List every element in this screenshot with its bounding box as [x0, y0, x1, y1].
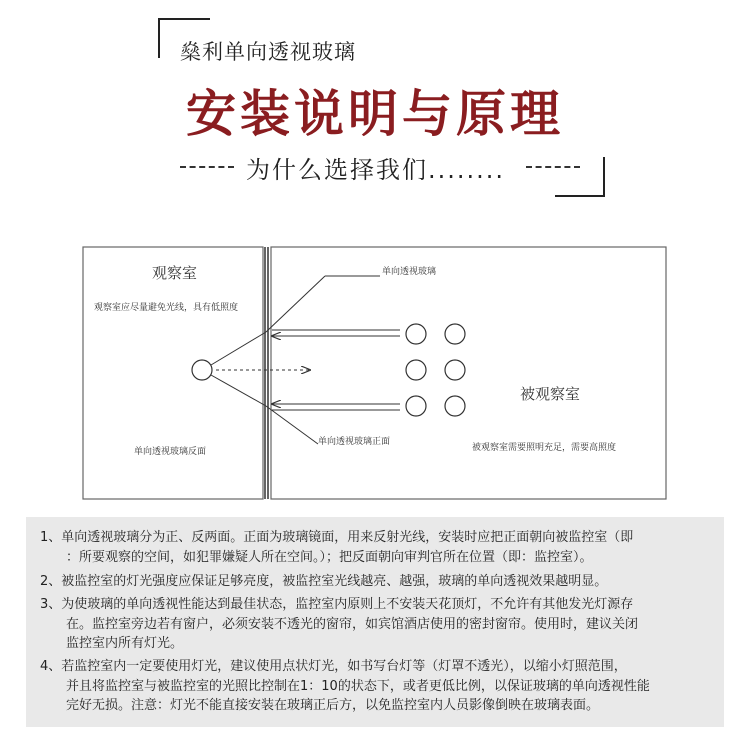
light-5: [406, 396, 426, 416]
note-2-line-1: 被监控室的灯光强度应保证足够亮度，被监控室光线越亮、越强，玻璃的单向透视效果越明显。: [61, 574, 608, 589]
light-6: [445, 396, 465, 416]
dash-left: [180, 166, 234, 168]
eye-circle: [192, 360, 212, 380]
note-4-num: 4、: [40, 659, 62, 674]
page-title: 安装说明与原理: [186, 85, 564, 143]
observe-room-box: [83, 247, 263, 499]
view-line-top: [211, 332, 266, 365]
why-choose-us: 为什么选择我们........: [246, 156, 506, 184]
notes-panel: [26, 517, 724, 727]
dash-right: [526, 166, 580, 168]
glass-front-label: 单向透视玻璃正面: [318, 437, 391, 447]
note-1-line-2: ：所要观察的空间，如犯罪嫌疑人所在空间。）；把反面朝向审判官所在位置（即：监控室）。: [66, 549, 593, 565]
observe-room-label: 观察室: [152, 264, 198, 282]
light-2: [445, 324, 465, 344]
observe-room-note: 观察室应尽量避免光线，具有低照度: [94, 303, 239, 313]
note-3-line-2: 在。监控室旁边若有窗户，必须安装不透光的窗帘，如宾馆酒店使用的密封窗帘。使用时，建议关闭: [66, 616, 639, 632]
observed-room-note: 被观察室需要照明充足，需要高照度: [472, 443, 617, 453]
brand-subtitle: 燊利单向透视玻璃: [180, 40, 356, 64]
note-3-num: 3、: [40, 597, 62, 612]
observed-room-box: [271, 247, 666, 499]
light-1: [406, 324, 426, 344]
note-3: [40, 595, 720, 654]
pointer-glass: [266, 276, 325, 332]
note-1-line-1: 单向透视玻璃分为正、反两面。正面为玻璃镜面，用来反射光线，安装时应把正面朝向被监控室（即: [61, 530, 634, 545]
glass-label: 单向透视玻璃: [382, 267, 437, 277]
note-2-num: 2、: [40, 574, 62, 589]
note-4: [40, 657, 720, 716]
view-line-bottom: [211, 375, 266, 406]
note-2: [40, 572, 720, 592]
why-row: [180, 150, 580, 182]
principle-diagram: [80, 244, 670, 502]
diagram-svg: [80, 244, 670, 502]
pointer-front: [266, 406, 318, 444]
note-4-line-1: 若监控室内一定要使用灯光，建议使用点状灯光，如书写台灯等（灯罩不透光），以缩小灯照范围，: [61, 659, 627, 674]
note-4-line-3: 完好无损。注意：灯光不能直接安装在玻璃正后方，以免监控室内人员影像倒映在玻璃表面。: [66, 698, 600, 713]
light-3: [406, 360, 426, 380]
note-1: [40, 528, 720, 567]
note-4-line-2: 并且将监控室与被监控室的光照比控制在1：10的状态下，或者更低比例，以保证玻璃的单向透视性能: [66, 678, 650, 694]
observed-room-label: 被观察室: [520, 385, 581, 403]
note-3-line-1: 为使玻璃的单向透视性能达到最佳状态，监控室内原则上不安装天花顶灯，不允许有其他发光灯源存: [61, 597, 634, 612]
note-3-line-3: 监控室内所有灯光。: [66, 636, 184, 651]
note-1-num: 1、: [40, 530, 62, 545]
glass-back-label: 单向透视玻璃反面: [134, 447, 207, 457]
light-4: [445, 360, 465, 380]
